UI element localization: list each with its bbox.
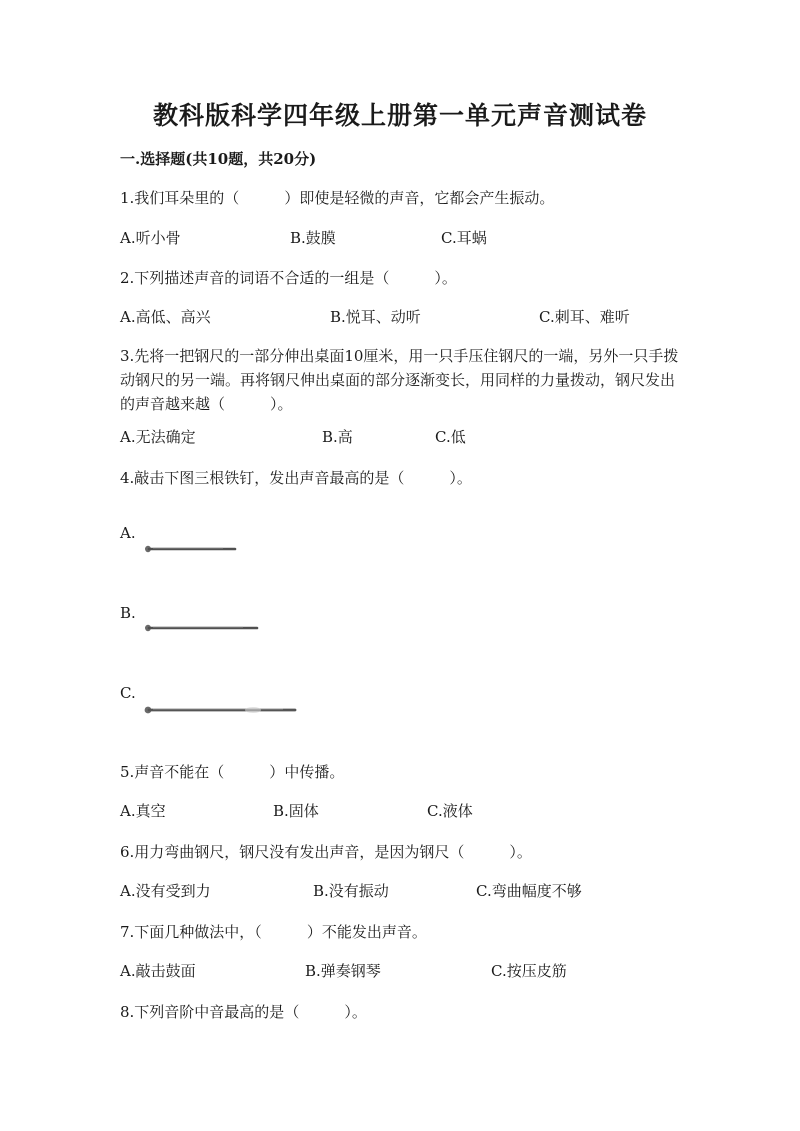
question-8: 8.下列音阶中音最高的是（ ）。 (120, 1003, 367, 1021)
q5-option-c[interactable]: C.液体 (427, 802, 473, 820)
q7-option-c[interactable]: C.按压皮筋 (491, 962, 567, 980)
question-7: 7.下面几种做法中，（ ）不能发出声音。 (120, 923, 427, 941)
q6-option-b[interactable]: B.没有振动 (313, 882, 389, 900)
q1-option-a[interactable]: A.听小骨 (120, 229, 181, 247)
nail-c-image (143, 706, 303, 714)
question-5: 5.声音不能在（ ）中传播。 (120, 763, 345, 781)
question-2: 2.下列描述声音的词语不合适的一组是（ ）。 (120, 269, 457, 287)
nail-a-image (143, 545, 243, 553)
question-1: 1.我们耳朵里的（ ）即使是轻微的声音，它都会产生振动。 (120, 189, 555, 207)
page-title: 教科版科学四年级上册第一单元声音测试卷 (152, 101, 647, 130)
q1-option-c[interactable]: C.耳蜗 (441, 229, 487, 247)
q1-option-b[interactable]: B.鼓膜 (290, 229, 336, 247)
q2-option-b[interactable]: B.悦耳、动听 (330, 308, 421, 326)
q4-option-a[interactable]: A. (120, 524, 136, 542)
q5-option-a[interactable]: A.真空 (120, 802, 166, 820)
q4-option-b[interactable]: B. (120, 604, 136, 622)
q6-option-c[interactable]: C.弯曲幅度不够 (476, 882, 582, 900)
q3-option-a[interactable]: A.无法确定 (120, 428, 196, 446)
q5-option-b[interactable]: B.固体 (273, 802, 319, 820)
question-3: 3.先将一把钢尺的一部分伸出桌面10厘米，用一只手压住钢尺的一端，另外一只手拨动钢尺的另一端。再将钢尺伸出桌面的部分逐渐变长，用同样的力量拨动，钢尺发出的声音越来越（ ）。 (120, 347, 679, 413)
q7-option-b[interactable]: B.弹奏钢琴 (305, 962, 381, 980)
q3-option-c[interactable]: C.低 (435, 428, 466, 446)
q2-option-a[interactable]: A.高低、高兴 (120, 308, 211, 326)
section-heading: 一.选择题(共10题，共20分) (120, 150, 317, 168)
q6-option-a[interactable]: A.没有受到力 (120, 882, 211, 900)
q3-option-b[interactable]: B.高 (322, 428, 353, 446)
question-6: 6.用力弯曲钢尺，钢尺没有发出声音，是因为钢尺（ ）。 (120, 843, 532, 861)
q4-option-c[interactable]: C. (120, 684, 136, 702)
nail-b-image (143, 624, 263, 632)
q2-option-c[interactable]: C.刺耳、难听 (539, 308, 630, 326)
question-4: 4.敲击下图三根铁钉，发出声音最高的是（ ）。 (120, 469, 472, 487)
q7-option-a[interactable]: A.敲击鼓面 (120, 962, 196, 980)
